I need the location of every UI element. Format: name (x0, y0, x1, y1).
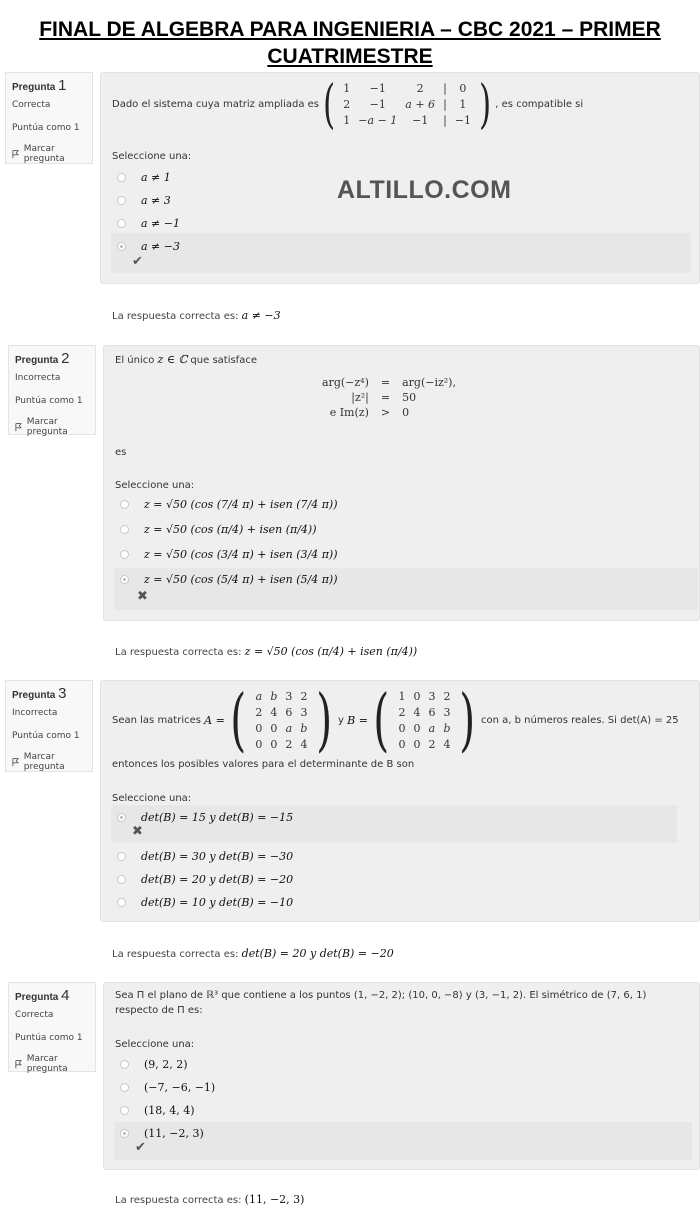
matrix-cell: 0 (413, 738, 421, 751)
radio-button[interactable] (120, 500, 129, 509)
matrix-cell: 0 (459, 82, 467, 95)
correct-answer (112, 309, 281, 322)
matrix-cell: a (255, 690, 263, 703)
matrix-cell: 2 (443, 690, 451, 703)
question-number: Pregunta 3 (12, 685, 67, 702)
matrix-cell: 0 (255, 722, 263, 735)
matrix-cell: b (443, 722, 451, 735)
eq-left: e Im(z) (329, 406, 369, 419)
option-a[interactable] (120, 493, 338, 515)
question-text-es: es (115, 447, 127, 458)
question-status: Correcta (12, 100, 51, 110)
radio-button[interactable] (117, 173, 126, 182)
radio-button[interactable] (117, 196, 126, 205)
option-d[interactable] (117, 235, 180, 257)
matrix-cell: a + 6 (405, 98, 436, 111)
matrix-cell: 3 (285, 690, 293, 703)
question-status: Incorrecta (12, 708, 58, 718)
radio-button-selected[interactable] (120, 1129, 129, 1138)
matrix-cell: −a − 1 (358, 114, 398, 127)
answer-value: z = √50 (cos (π/4) + isen (π/4)) (244, 645, 418, 658)
matrix-a-label: A = (204, 714, 225, 727)
question-4-info (8, 982, 96, 1072)
correct-answer (115, 645, 417, 658)
matrix-cell: 0 (270, 738, 278, 751)
matrix-cell: a (428, 722, 436, 735)
option-label: (18, 4, 4) (144, 1103, 195, 1117)
matrix-cell: 3 (300, 706, 308, 719)
question-3-content (100, 680, 700, 922)
question-text-b: con a, b números reales. Si det(A) = 25 (481, 715, 679, 726)
option-c[interactable] (117, 868, 293, 890)
matrix-cell: 2 (285, 738, 293, 751)
matrix-cell: 0 (413, 690, 421, 703)
matrix-cell: | (443, 114, 447, 127)
page-title (0, 16, 700, 70)
radio-button-selected[interactable] (117, 242, 126, 251)
radio-button-selected[interactable] (117, 813, 126, 822)
augmented-matrix: ( 1 −1 2 | 0 2 −1 a + 6 | 1 1 −a − 1 −1 | −1 ) (323, 75, 492, 135)
question-1-info (5, 72, 93, 164)
cross-icon: ✖ (137, 589, 148, 604)
question-text (112, 683, 679, 759)
question-points: Puntúa como 1 (15, 396, 83, 406)
matrix-b-label: B = (347, 714, 368, 727)
radio-button[interactable] (117, 898, 126, 907)
matrix-cell: 0 (255, 738, 263, 751)
option-c[interactable] (117, 212, 180, 234)
radio-button[interactable] (117, 875, 126, 884)
option-d[interactable] (120, 568, 338, 590)
option-label: z = √50 (cos (3/4 π) + isen (3/4 π)) (144, 547, 338, 561)
option-a[interactable] (117, 166, 171, 188)
question-text-before: Dado el sistema cuya matriz ampliada es (112, 99, 319, 110)
matrix-cell: a (285, 722, 293, 735)
option-label: det(B) = 10 y det(B) = −10 (141, 895, 294, 909)
question-text-1: Sea Π el plano de ℝ³ que contiene a los puntos (1, −2, 2); (10, 0, −8) y (3, −1, 2). El simétrico de (7, 6, 1) (115, 990, 647, 1001)
matrix-cell: −1 (369, 82, 386, 95)
flag-question-button[interactable] (15, 1054, 91, 1074)
question-text-a: Sean las matrices (112, 715, 201, 726)
option-label: a ≠ −1 (141, 216, 180, 230)
matrix-cell: 0 (398, 722, 406, 735)
matrix-a: ( a b 3 2 2 4 6 3 0 0 a b 0 0 2 4 ) (230, 681, 333, 760)
option-c[interactable] (120, 543, 338, 565)
check-icon: ✔ (132, 254, 143, 269)
option-label: a ≠ −3 (141, 239, 180, 253)
matrix-cell: 0 (413, 722, 421, 735)
radio-button[interactable] (120, 1060, 129, 1069)
eq-left: arg(−z⁴) (322, 376, 369, 389)
option-label: a ≠ 1 (141, 170, 171, 184)
question-points: Puntúa como 1 (12, 731, 80, 741)
check-icon: ✔ (135, 1140, 146, 1155)
question-3-info (5, 680, 93, 772)
matrix-cell: 0 (398, 738, 406, 751)
radio-button[interactable] (120, 525, 129, 534)
matrix-cell: 6 (428, 706, 436, 719)
matrix-cell: | (443, 98, 447, 111)
radio-button[interactable] (117, 852, 126, 861)
option-b[interactable] (117, 845, 293, 867)
matrix-cell: 2 (343, 98, 351, 111)
flag-question-button[interactable] (12, 144, 88, 164)
intro-text-2: que satisface (190, 355, 257, 366)
matrix-cell: 2 (398, 706, 406, 719)
option-label: det(B) = 30 y det(B) = −30 (141, 849, 294, 863)
radio-button[interactable] (120, 1083, 129, 1092)
matrix-cell: 0 (270, 722, 278, 735)
answer-value: (11, −2, 3) (244, 1193, 305, 1206)
correct-answer (112, 947, 394, 960)
answer-prefix: La respuesta correcta es: (112, 949, 239, 960)
flag-icon (15, 1059, 23, 1069)
question-number: Pregunta 4 (15, 987, 70, 1004)
answer-prefix: La respuesta correcta es: (112, 311, 239, 322)
select-prompt: Seleccione una: (112, 793, 192, 804)
intro-math: z ∈ ℂ (157, 353, 188, 366)
intro-text: El único (115, 355, 155, 366)
question-text (112, 77, 583, 133)
cross-icon: ✖ (132, 824, 143, 839)
question-number: Pregunta 2 (15, 350, 70, 367)
option-b[interactable] (117, 189, 171, 211)
matrix-cell: 4 (270, 706, 278, 719)
correct-answer (115, 1193, 304, 1206)
matrix-cell: 2 (300, 690, 308, 703)
select-prompt: Seleccione una: (115, 480, 195, 491)
matrix-b: ( 1 0 3 2 2 4 6 3 0 0 a b 0 0 2 4 ) (373, 681, 476, 760)
question-2-info (8, 345, 96, 435)
flag-question-button[interactable] (15, 417, 91, 437)
eq-op: > (380, 406, 391, 419)
flag-question-button[interactable] (12, 752, 88, 772)
eq-op: = (380, 376, 391, 389)
option-label: a ≠ 3 (141, 193, 171, 207)
option-d[interactable] (120, 1122, 204, 1144)
question-points: Puntúa como 1 (12, 123, 80, 133)
radio-button-selected[interactable] (120, 575, 129, 584)
flag-icon (12, 757, 20, 767)
select-prompt: Seleccione una: (112, 151, 192, 162)
matrix-cell: 4 (300, 738, 308, 751)
matrix-cell: b (270, 690, 278, 703)
answer-prefix: La respuesta correcta es: (115, 1195, 242, 1206)
option-label: (−7, −6, −1) (144, 1080, 216, 1094)
title-line-1: FINAL DE ALGEBRA PARA INGENIERIA – CBC 2021 – PRIMER (39, 18, 661, 41)
flag-label: Marcar pregunta (23, 752, 65, 772)
matrix-cell: −1 (454, 114, 471, 127)
eq-right: arg(−iz²), (402, 376, 456, 389)
conjunction: y (338, 715, 344, 726)
matrix-cell: 1 (343, 82, 351, 95)
option-b[interactable] (120, 1076, 215, 1098)
option-label: z = √50 (cos (π/4) + isen (π/4)) (144, 522, 317, 536)
answer-prefix: La respuesta correcta es: (115, 647, 242, 658)
flag-label: Marcar pregunta (26, 1054, 68, 1074)
option-label: (9, 2, 2) (144, 1057, 188, 1071)
answer-value: det(B) = 20 y det(B) = −20 (241, 947, 394, 960)
matrix-cell: −1 (369, 98, 386, 111)
eq-right: 0 (402, 406, 410, 419)
option-a[interactable] (120, 1053, 188, 1075)
question-text (115, 353, 257, 368)
option-label: z = √50 (cos (5/4 π) + isen (5/4 π)) (144, 572, 338, 586)
question-2-content (103, 345, 700, 621)
flag-label: Marcar pregunta (23, 144, 65, 164)
question-text-c: entonces los posibles valores para el determinante de B son (112, 759, 415, 770)
flag-icon (15, 422, 23, 432)
matrix-cell: 2 (416, 82, 424, 95)
option-label: (11, −2, 3) (144, 1126, 204, 1140)
title-line-2: CUATRIMESTRE (267, 45, 433, 68)
eq-left: |z²| (351, 391, 369, 404)
matrix-cell: 2 (428, 738, 436, 751)
question-text-after: , es compatible si (495, 99, 584, 110)
eq-op: = (380, 391, 391, 404)
question-points: Puntúa como 1 (15, 1033, 83, 1043)
matrix-cell: −1 (412, 114, 429, 127)
answer-value: a ≠ −3 (241, 309, 281, 322)
matrix-cell: 1 (398, 690, 406, 703)
matrix-cell: 3 (428, 690, 436, 703)
matrix-cell: | (443, 82, 447, 95)
question-status: Correcta (15, 1010, 54, 1020)
equation-system (316, 375, 462, 420)
matrix-cell: 6 (285, 706, 293, 719)
matrix-cell: 1 (459, 98, 467, 111)
select-prompt: Seleccione una: (115, 1039, 195, 1050)
matrix-cell: 4 (443, 738, 451, 751)
question-number: Pregunta 1 (12, 77, 67, 94)
radio-button[interactable] (120, 1106, 129, 1115)
option-a[interactable] (117, 806, 293, 828)
eq-right: 50 (402, 391, 417, 404)
option-label: det(B) = 15 y det(B) = −15 (141, 810, 294, 824)
option-d[interactable] (117, 891, 293, 913)
flag-label: Marcar pregunta (26, 417, 68, 437)
watermark: ALTILLO.COM (337, 176, 512, 204)
question-status: Incorrecta (15, 373, 61, 383)
matrix-cell: 4 (413, 706, 421, 719)
option-label: z = √50 (cos (7/4 π) + isen (7/4 π)) (144, 497, 338, 511)
option-c[interactable] (120, 1099, 195, 1121)
radio-button[interactable] (117, 219, 126, 228)
matrix-cell: 3 (443, 706, 451, 719)
flag-icon (12, 149, 20, 159)
option-b[interactable] (120, 518, 317, 540)
matrix-cell: 2 (255, 706, 263, 719)
matrix-cell: 1 (343, 114, 351, 127)
question-text-2: respecto de Π es: (115, 1005, 203, 1016)
matrix-cell: b (300, 722, 308, 735)
selected-option-bg (111, 233, 691, 273)
radio-button[interactable] (120, 550, 129, 559)
option-label: det(B) = 20 y det(B) = −20 (141, 872, 294, 886)
question-4-content (103, 982, 700, 1170)
